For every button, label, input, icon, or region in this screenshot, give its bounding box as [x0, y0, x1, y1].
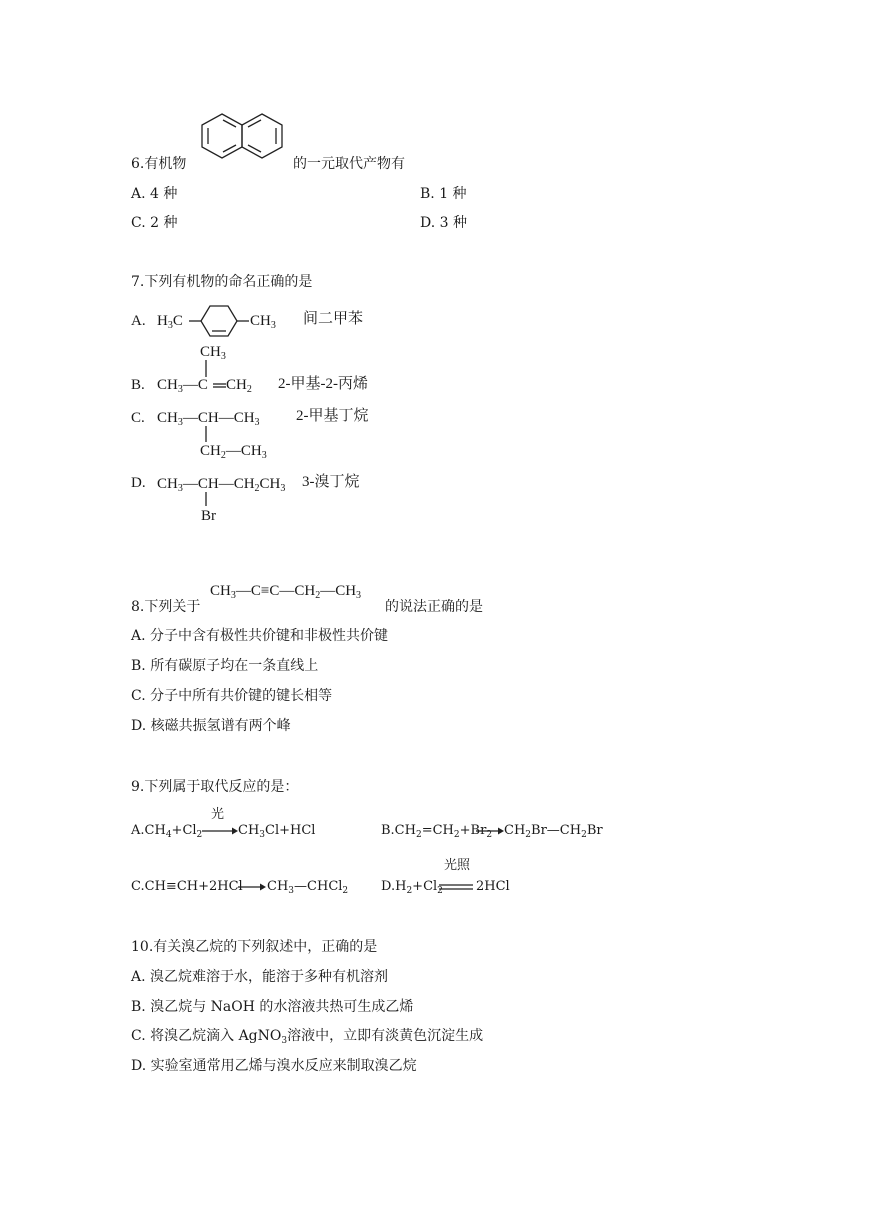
q7-stem: 7.下列有机物的命名正确的是 [131, 274, 313, 290]
q7-d-name: 3-溴丁烷 [302, 474, 360, 490]
q8-stem-suffix: 的说法正确的是 [385, 599, 483, 615]
q9-c-products: $CH_3—CHCl_2$ [267, 879, 349, 896]
q8-option-d: D. 核磁共振氢谱有两个峰 [131, 718, 291, 734]
q7-d-bromine: Br [201, 508, 216, 524]
q8-option-c: C. 分子中所有共价键的键长相等 [131, 688, 333, 704]
naphthalene-structure-icon [200, 108, 292, 164]
q6-option-a: A. 4 种 [131, 186, 178, 202]
q9-b-reactants: $B.CH_2=CH_2+Br_2$ [381, 823, 493, 840]
q9-stem: 9.下列属于取代反应的是： [131, 779, 299, 795]
q8-formula: $CH_3—C\equiv C—CH_2—CH_3$ [210, 583, 362, 601]
q9-b-arrow-icon [476, 824, 504, 838]
q6-stem-suffix: 的一元取代产物有 [293, 156, 405, 172]
q6-option-b: B. 1 种 [420, 186, 467, 202]
q9-b-products: $CH_2Br—CH_2Br$ [504, 823, 603, 840]
q7-d-formula: $CH_3—CH—CH_2CH_3$ [157, 476, 286, 494]
q7-a-benzene-ring [189, 300, 251, 342]
q9-c-arrow-icon [238, 880, 266, 894]
q7-b-label: B. [131, 377, 145, 393]
q7-c-label: C. [131, 410, 145, 426]
q10-stem: 10.有关溴乙烷的下列叙述中，正确的是 [131, 939, 378, 955]
q7-c-formula: $CH_3—CH—CH_3$ [157, 410, 260, 428]
q7-b-name: 2-甲基-2-丙烯 [278, 376, 368, 392]
q9-a-products: $CH_3Cl+HCl$ [238, 823, 316, 840]
q6-option-c: C. 2 种 [131, 215, 178, 231]
q9-a-arrow-icon [202, 824, 238, 838]
q7-a-label: A. [131, 313, 146, 329]
q7-a-right-methyl: $CH_3$ [250, 313, 276, 331]
q8-option-a: A. 分子中含有极性共价键和非极性共价键 [131, 628, 389, 644]
q7-b-formula-end: $CH_2$ [226, 377, 252, 395]
q7-b-formula: $CH_3—C$ [157, 377, 208, 395]
q8-option-b: B. 所有碳原子均在一条直线上 [131, 658, 319, 674]
q8-stem-prefix: 8.下列关于 [131, 599, 201, 615]
q7-d-label: D. [131, 475, 146, 491]
q7-c-branch: $CH_2—CH_3$ [200, 443, 267, 461]
q9-d-reactants: $D.H_2+Cl_2$ [381, 879, 443, 896]
q7-a-left-methyl: $H_3C$ [157, 313, 183, 331]
q10-option-b: B. 溴乙烷与 NaOH 的水溶液共热可生成乙烯 [131, 999, 414, 1015]
q9-c-reactants: C.CH≡CH+2HCl [131, 879, 243, 894]
q6-stem-prefix: 6.有机物 [131, 156, 187, 172]
q9-d-product: 2HCl [476, 879, 510, 894]
q9-d-condition: 光照 [444, 858, 471, 873]
q7-c-name: 2-甲基丁烷 [296, 408, 369, 424]
q7-b-branch-methyl: $CH_3$ [200, 344, 226, 362]
q10-option-a: A. 溴乙烷难溶于水，能溶于多种有机溶剂 [131, 969, 389, 985]
q9-d-equals-sign [439, 880, 475, 894]
q10-option-d: D. 实验室通常用乙烯与溴水反应来制取溴乙烷 [131, 1058, 417, 1074]
q7-a-name: 间二甲苯 [303, 311, 364, 327]
q10-option-c: C. 将溴乙烷滴入 AgNO$_3$溶液中，立即有淡黄色沉淀生成 [131, 1028, 484, 1046]
q9-a-reactants: $A.CH_4+Cl_2$ [131, 823, 203, 840]
q6-option-d: D. 3 种 [420, 215, 467, 231]
q9-a-condition: 光 [211, 807, 225, 822]
